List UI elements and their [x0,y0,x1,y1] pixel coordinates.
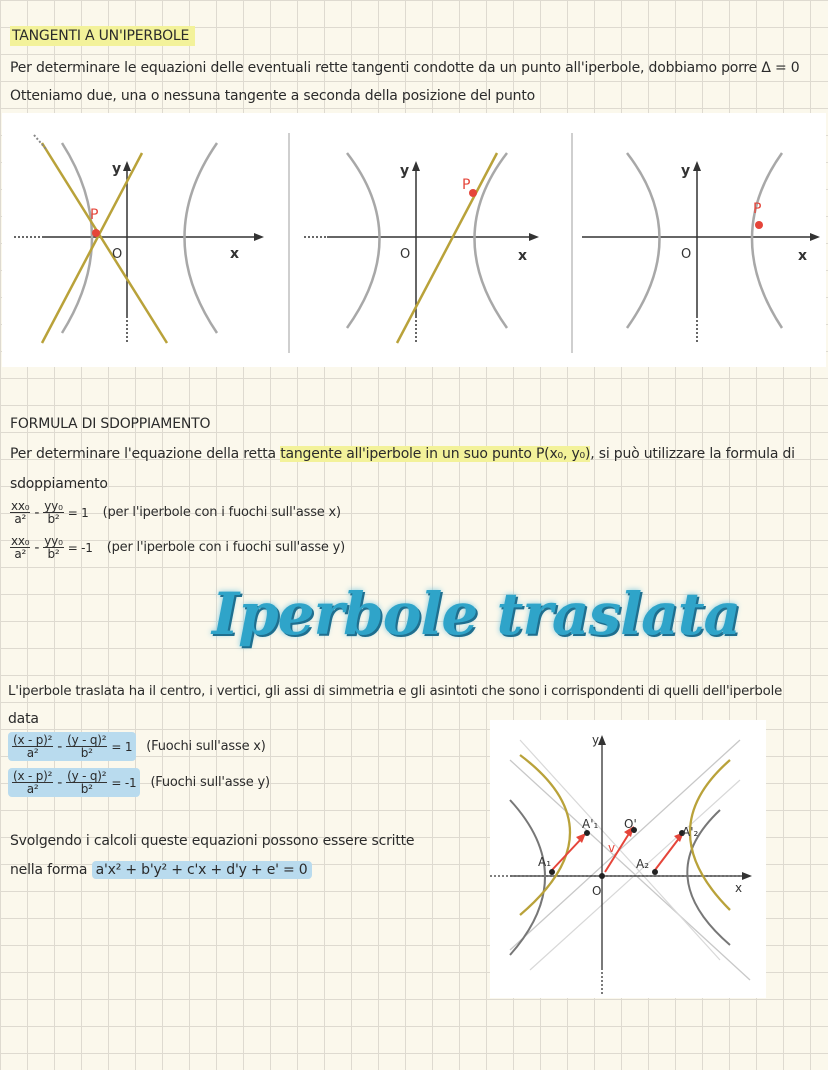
origin-label-2: O [400,247,411,262]
x-axis-label-2: x [518,248,528,264]
frac-num: yy₀ [44,534,63,548]
frac-num: (y - q)² [67,733,107,747]
minus-sign: - [34,504,40,521]
vertex-a2-prime-label: A'₂ [682,825,699,839]
paragraph-sdoppiamento-1 [10,446,825,462]
paragraph-traslata-2: data [8,711,39,727]
panel-one-tangent [302,153,539,343]
point-label-3: P [753,201,762,217]
frac-den: a² [14,547,27,561]
tangent-figure [2,113,826,367]
frac-num: (x - p)² [13,733,53,747]
frac-num: (x - p)² [13,769,53,783]
formula-note: (Fuochi sull'asse x) [146,739,266,754]
frac-num: yy₀ [44,499,63,513]
y-axis-label-traslata: y [592,733,600,747]
translated-hyperbola-figure [490,720,766,998]
x-axis-label-3: x [798,248,808,264]
equals-rhs: = 1 [67,505,89,520]
minus-sign: - [57,738,63,755]
x-axis-label-1: x [230,246,240,262]
equals-rhs: = -1 [111,775,137,790]
paragraph-traslata-4a: nella forma [10,862,92,878]
origin-label-1: O [112,247,123,262]
frac-num: (y - q)² [67,769,107,783]
frac-den: b² [47,547,60,561]
formula-note: (per l'iperbole con i fuochi sull'asse y) [106,540,346,555]
formula-traslata-y [8,768,270,797]
formula-note: (Fuochi sull'asse y) [150,775,270,790]
paragraph-sdoppiamento-1b: , si può utilizzare la formula di [590,446,795,462]
origin-label-3: O [681,247,692,262]
frac-den: a² [14,512,27,526]
translated-hyperbola-svg [490,720,766,998]
section-title-iperbole-traslata: Iperbole traslata [212,580,741,648]
point-p-1 [92,229,100,237]
point-p-3 [755,221,763,229]
paragraph-traslata-1: L'iperbole traslata ha il centro, i vertici, gli assi di simmetria e gli asintoti che sono i corrispondenti di quelli dell'iperbole [8,684,783,699]
equals-rhs: = 1 [111,739,133,754]
paragraph-traslata-3: Svolgendo i calcoli queste equazioni possono essere scritte [10,833,415,849]
paragraph-tangenti-2: Otteniamo due, una o nessuna tangente a seconda della posizione del punto [10,88,535,104]
x-axis-label-traslata: x [735,881,743,895]
formula-note: (per l'iperbole con i fuochi sull'asse x) [102,505,341,520]
paragraph-tangenti-1: Per determinare le equazioni delle eventuali rette tangenti condotte da un punto all'iperbole, dobbiamo porre Δ = 0 [10,60,800,76]
vertex-a2-label: A₂ [636,857,650,871]
frac-den: a² [26,782,39,796]
point-label-2: P [462,177,471,193]
panel-no-tangent [582,153,820,343]
section-title-tangenti: TANGENTI A UN'IPERBOLE [10,26,195,46]
frac-den: b² [80,746,93,760]
origin-label-traslata: O [592,884,602,898]
frac-den: b² [80,782,93,796]
paragraph-traslata-4 [10,862,312,878]
formula-sdoppiamento-y [10,535,345,560]
paragraph-sdoppiamento-1-highlight: tangente all'iperbole in un suo punto P(x₀, y₀) [280,446,591,462]
frac-num: xx₀ [11,534,30,548]
vector-label-traslata: v [608,841,616,855]
y-axis-label-3: y [681,163,691,179]
frac-num: xx₀ [11,499,30,513]
formula-traslata-x [8,732,266,761]
frac-den: b² [47,512,60,526]
paragraph-sdoppiamento-1a: Per determinare l'equazione della retta [10,446,281,462]
general-form-formula: a'x² + b'y² + c'x + d'y + e' = 0 [92,861,312,879]
tangent-figure-svg [2,113,826,367]
center-label-traslata: O' [624,817,637,831]
paragraph-sdoppiamento-2: sdoppiamento [10,476,108,492]
section-title-sdoppiamento: FORMULA DI SDOPPIAMENTO [10,416,211,432]
minus-sign: - [34,539,40,556]
panel-two-tangents [12,135,264,343]
y-axis-label-1: y [112,161,122,177]
vertex-a1-label: A₁ [538,855,552,869]
equals-rhs: = -1 [67,540,93,555]
vertex-a1-prime-label: A'₁ [582,817,599,831]
y-axis-label-2: y [400,163,410,179]
formula-sdoppiamento-x [10,500,341,525]
point-label-1: P [90,207,99,223]
frac-den: a² [26,746,39,760]
minus-sign: - [57,774,63,791]
